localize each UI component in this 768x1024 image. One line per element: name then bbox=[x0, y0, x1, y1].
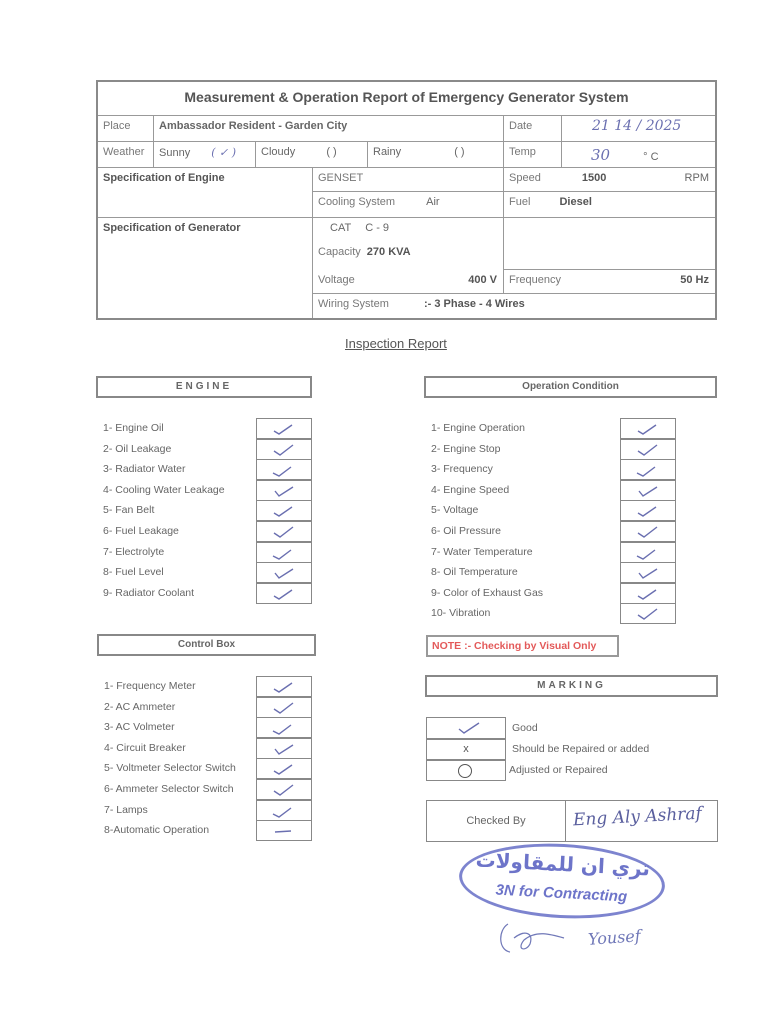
checkbox-cell[interactable] bbox=[256, 800, 312, 821]
check-mark-icon bbox=[271, 504, 295, 518]
checklist-item-label: 4- Cooling Water Leakage bbox=[103, 483, 225, 496]
check-mark-icon bbox=[271, 701, 295, 715]
circle-mark-icon bbox=[457, 763, 473, 779]
place-value: Ambassador Resident - Garden City bbox=[154, 116, 504, 142]
check-mark-icon bbox=[271, 680, 295, 694]
temp-label: Temp bbox=[504, 142, 562, 168]
checkbox-cell[interactable] bbox=[256, 480, 312, 501]
date-value: 21 14 / 2025 bbox=[562, 116, 715, 142]
weather-label: Weather bbox=[98, 142, 154, 168]
checkbox-cell[interactable] bbox=[620, 439, 676, 460]
checkbox-cell[interactable] bbox=[256, 418, 312, 439]
checkbox-cell[interactable] bbox=[256, 676, 312, 697]
checkbox-cell[interactable] bbox=[256, 562, 312, 583]
checklist-item-label: 6- Fuel Leakage bbox=[103, 525, 179, 537]
check-mark-icon bbox=[635, 484, 659, 498]
legend-good-box bbox=[426, 717, 506, 739]
check-mark-icon bbox=[635, 566, 659, 580]
cloudy-value: ( ) bbox=[326, 146, 337, 158]
checkbox-cell[interactable] bbox=[256, 738, 312, 759]
checklist-item-label: 8-Automatic Operation bbox=[104, 824, 210, 837]
cat-label: CAT bbox=[330, 222, 352, 234]
legend-repair-label: Should be Repaired or added bbox=[512, 743, 650, 755]
rainy-label: Rainy bbox=[373, 146, 402, 158]
cloudy-cell bbox=[256, 142, 368, 168]
check-mark-icon bbox=[635, 546, 659, 560]
checkbox-cell[interactable] bbox=[256, 717, 312, 738]
checklist-item-label: 1- Frequency Meter bbox=[104, 680, 196, 692]
checkbox-cell[interactable] bbox=[256, 820, 312, 841]
inspection-report-title: Inspection Report bbox=[345, 336, 447, 351]
report-title: Measurement & Operation Report of Emergency Generator System bbox=[98, 82, 715, 116]
checklist-item-label: 8- Fuel Level bbox=[103, 566, 164, 579]
check-mark-icon bbox=[635, 504, 659, 518]
wiring-cell bbox=[313, 294, 715, 318]
checkbox-cell[interactable] bbox=[256, 542, 312, 563]
checkbox-cell[interactable] bbox=[620, 603, 676, 624]
checkbox-cell[interactable] bbox=[256, 459, 312, 480]
blank-spec-cell bbox=[504, 218, 715, 270]
checkbox-cell[interactable] bbox=[620, 480, 676, 501]
rainy-cell bbox=[368, 142, 504, 168]
marking-header: MARKING bbox=[425, 675, 718, 697]
wiring-label: Wiring System bbox=[318, 298, 389, 310]
legend-good-label: Good bbox=[512, 722, 538, 734]
checklist-item-label: 3- Frequency bbox=[431, 463, 493, 476]
check-mark-icon bbox=[271, 804, 295, 818]
checkbox-cell[interactable] bbox=[256, 779, 312, 800]
rainy-value: ( ) bbox=[454, 146, 465, 158]
sunny-cell bbox=[154, 142, 256, 168]
note-visual-only: NOTE :- Checking by Visual Only bbox=[426, 635, 619, 657]
checklist-item-label: 1- Engine Oil bbox=[103, 422, 164, 434]
company-stamp bbox=[457, 839, 667, 924]
report-header-table bbox=[96, 80, 717, 320]
engine-spec-label: Specification of Engine bbox=[98, 168, 313, 218]
check-mark-icon bbox=[271, 546, 295, 560]
check-mark-icon bbox=[271, 443, 295, 457]
check-mark-icon bbox=[271, 422, 295, 436]
check-mark-icon bbox=[635, 443, 659, 457]
checkbox-cell[interactable] bbox=[256, 758, 312, 779]
bottom-signature: Yousef bbox=[587, 926, 642, 949]
cloudy-label: Cloudy bbox=[261, 146, 296, 158]
check-mark-icon bbox=[271, 721, 295, 735]
check-mark-icon bbox=[635, 525, 659, 539]
capacity-value: 270 KVA bbox=[366, 246, 411, 258]
sunny-label: Sunny bbox=[159, 147, 191, 159]
check-mark-icon bbox=[635, 422, 659, 436]
checklist-item-label: 2- AC Ammeter bbox=[104, 700, 176, 713]
date-label: Date bbox=[504, 116, 562, 142]
check-mark-icon bbox=[457, 721, 481, 735]
stamp-arabic-text: تري ان للمقاولات bbox=[475, 847, 651, 881]
checklist-item-label: 8- Oil Temperature bbox=[431, 566, 518, 579]
fuel-label: Fuel bbox=[509, 196, 531, 208]
checked-by-box bbox=[426, 800, 718, 842]
checkbox-cell[interactable] bbox=[256, 521, 312, 542]
speed-unit: RPM bbox=[684, 172, 709, 184]
checklist-item-label: 7- Electrolyte bbox=[103, 545, 165, 558]
checklist-item-label: 6- Oil Pressure bbox=[431, 525, 502, 537]
temp-value: 30 bbox=[591, 146, 611, 164]
sunny-value: ( ✓ ) bbox=[211, 146, 237, 159]
cat-value: C - 9 bbox=[365, 222, 390, 234]
check-mark-icon bbox=[271, 762, 295, 776]
checklist-item-label: 5- Voltage bbox=[431, 504, 479, 517]
legend-x-box bbox=[426, 739, 506, 760]
checkbox-cell[interactable] bbox=[620, 521, 676, 542]
speed-value: 1500 bbox=[581, 172, 607, 184]
control-box-header: Control Box bbox=[97, 634, 316, 656]
generator-spec-label: Specification of Generator bbox=[98, 218, 313, 318]
check-mark-icon bbox=[635, 607, 659, 621]
checklist-item-label: 7- Water Temperature bbox=[431, 545, 533, 558]
legend-adjusted-label: Adjusted or Repaired bbox=[509, 764, 608, 776]
voltage-cell bbox=[313, 270, 504, 294]
engine-header: ENGINE bbox=[96, 376, 312, 398]
wiring-value: :- 3 Phase - 4 Wires bbox=[423, 298, 525, 310]
dash-mark-icon bbox=[271, 824, 295, 838]
checklist-item-label: 3- AC Volmeter bbox=[104, 721, 175, 734]
temp-unit: ° C bbox=[643, 151, 659, 163]
checklist-item-label: 4- Circuit Breaker bbox=[104, 741, 186, 754]
checklist-item-label: 5- Fan Belt bbox=[103, 504, 155, 517]
temp-cell bbox=[562, 142, 715, 168]
cooling-label: Cooling System bbox=[318, 196, 396, 208]
fuel-value: Diesel bbox=[559, 196, 592, 208]
checklist-item-label: 9- Radiator Coolant bbox=[103, 586, 195, 599]
checklist-item-label: 7- Lamps bbox=[104, 803, 148, 816]
fuel-cell bbox=[504, 192, 715, 218]
checkbox-cell[interactable] bbox=[256, 500, 312, 521]
check-mark-icon bbox=[635, 463, 659, 477]
checklist-item-label: 6- Ammeter Selector Switch bbox=[104, 783, 234, 795]
voltage-value: 400 V bbox=[468, 274, 497, 286]
checkbox-cell[interactable] bbox=[620, 418, 676, 439]
voltage-label: Voltage bbox=[318, 274, 355, 286]
check-mark-icon bbox=[271, 783, 295, 797]
check-mark-icon bbox=[271, 742, 295, 756]
checklist-item-label: 9- Color of Exhaust Gas bbox=[431, 586, 544, 599]
cat-capacity-cell bbox=[313, 218, 504, 270]
check-mark-icon bbox=[271, 463, 295, 477]
checkbox-cell[interactable] bbox=[256, 697, 312, 718]
stamp-english-text: 3N for Contracting bbox=[495, 881, 628, 906]
checkbox-cell[interactable] bbox=[620, 562, 676, 583]
checkbox-cell[interactable] bbox=[620, 542, 676, 563]
checklist-item-label: 4- Engine Speed bbox=[431, 483, 510, 496]
check-mark-icon bbox=[271, 566, 295, 580]
checklist-item-label: 3- Radiator Water bbox=[103, 463, 186, 476]
capacity-label: Capacity bbox=[318, 246, 361, 258]
checked-by-signature: Eng Aly Ashraf bbox=[572, 803, 703, 831]
x-mark-icon: x bbox=[463, 743, 469, 755]
frequency-value: 50 Hz bbox=[680, 274, 709, 286]
place-label: Place bbox=[98, 116, 154, 142]
checkbox-cell[interactable] bbox=[620, 583, 676, 604]
frequency-cell bbox=[504, 270, 715, 294]
checklist-item-label: 2- Engine Stop bbox=[431, 442, 501, 455]
checked-by-label: Checked By bbox=[427, 801, 566, 841]
check-mark-icon bbox=[271, 484, 295, 498]
checkbox-cell[interactable] bbox=[620, 500, 676, 521]
cooling-value: Air bbox=[426, 196, 440, 208]
speed-label: Speed bbox=[509, 172, 541, 184]
checkbox-cell[interactable] bbox=[256, 583, 312, 604]
signature-scribble-icon bbox=[494, 916, 574, 960]
operation-header: Operation Condition bbox=[424, 376, 717, 398]
checklist-item-label: 2- Oil Leakage bbox=[103, 442, 172, 455]
checklist-item-label: 5- Voltmeter Selector Switch bbox=[104, 762, 236, 775]
check-mark-icon bbox=[635, 587, 659, 601]
genset-label: GENSET bbox=[313, 168, 504, 192]
checklist-item-label: 10- Vibration bbox=[431, 607, 491, 620]
check-mark-icon bbox=[271, 587, 295, 601]
checklist-item-label: 1- Engine Operation bbox=[431, 422, 525, 434]
speed-cell bbox=[504, 168, 715, 192]
checkbox-cell[interactable] bbox=[256, 439, 312, 460]
legend-circle-box bbox=[426, 760, 506, 781]
cooling-cell bbox=[313, 192, 504, 218]
frequency-label: Frequency bbox=[509, 274, 561, 286]
check-mark-icon bbox=[271, 525, 295, 539]
checkbox-cell[interactable] bbox=[620, 459, 676, 480]
